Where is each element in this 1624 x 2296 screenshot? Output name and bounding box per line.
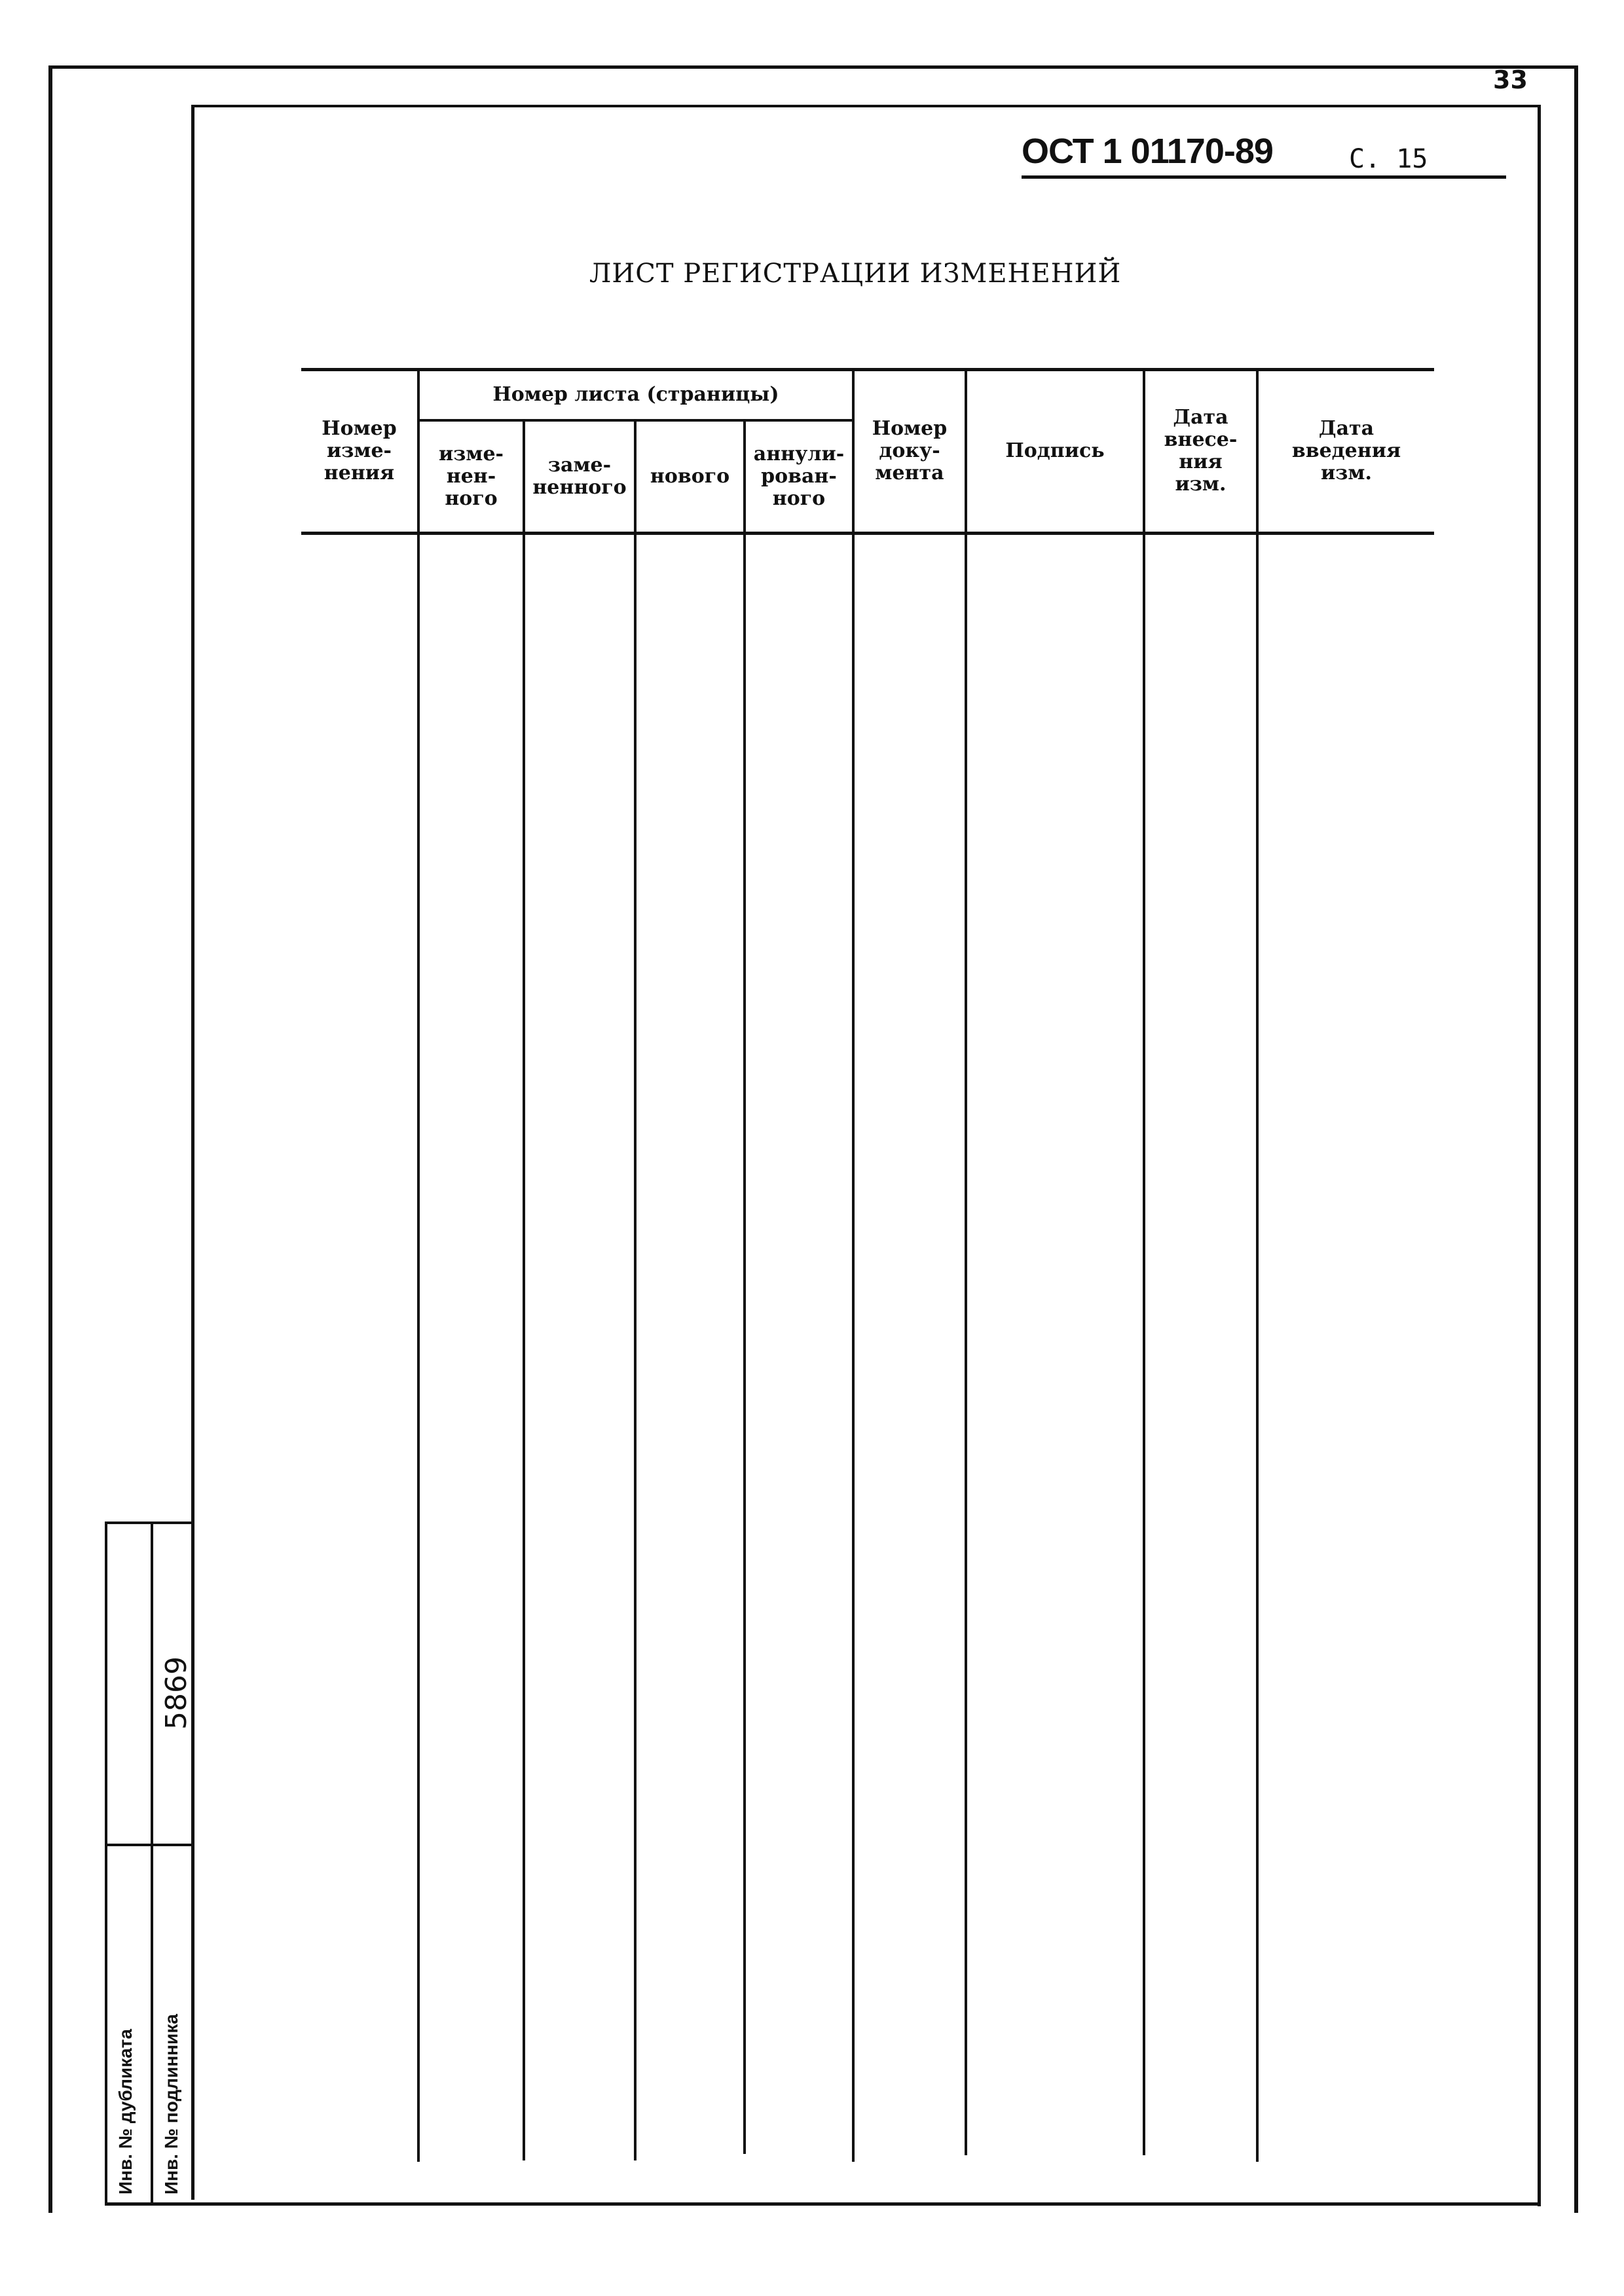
column-header-new: нового [650,465,730,488]
column-divider [965,368,967,2155]
column-header-document-number: Номер доку- мента [872,417,948,484]
stamp-mid-rule [105,1844,194,1846]
column-divider [634,419,637,2160]
stamp-left-border [105,1522,107,2205]
document-code: ОСТ 1 01170-89 [1022,132,1273,171]
stamp-label-duplicate: Инв. № дубликата [115,2029,136,2195]
column-divider [417,368,420,2162]
stamp-top-rule [105,1522,194,1524]
frame-left-outer [48,65,52,2213]
stamp-original-number: 5869 [160,1656,193,1730]
group-header-sheet-number: Номер листа (страницы) [492,383,779,406]
document-page: С. 15 [1349,144,1428,174]
column-header-effective-date: Дата введения изм. [1291,417,1401,484]
column-divider [743,419,746,2154]
column-header-change-number: Номер изме- нения [322,417,397,484]
header-underline [1022,175,1506,179]
column-divider [1143,368,1145,2155]
table-header-rule [301,532,1434,535]
inner-border-right [1538,105,1541,2206]
column-divider [1256,368,1259,2162]
column-header-entry-date: Дата внесе- ния изм. [1164,406,1238,496]
column-divider [852,368,855,2162]
column-header-changed: изме- нен- ного [439,443,504,510]
inner-border-bottom [105,2202,1541,2206]
page-number: 33 [1493,65,1528,94]
inner-border-left [191,105,194,2200]
column-divider [523,419,525,2160]
stamp-divider [151,1522,153,2205]
frame-top [48,65,1578,69]
column-header-annulled: аннули- рован- ного [753,443,845,510]
stamp-label-original: Инв. № подлинника [161,2014,181,2195]
column-header-signature: Подпись [1005,439,1105,462]
sheet-title: ЛИСТ РЕГИСТРАЦИИ ИЗМЕНЕНИЙ [589,259,1122,289]
frame-right [1574,65,1578,2213]
inner-border-top [191,105,1540,107]
column-header-replaced: заме- ненного [532,454,627,499]
